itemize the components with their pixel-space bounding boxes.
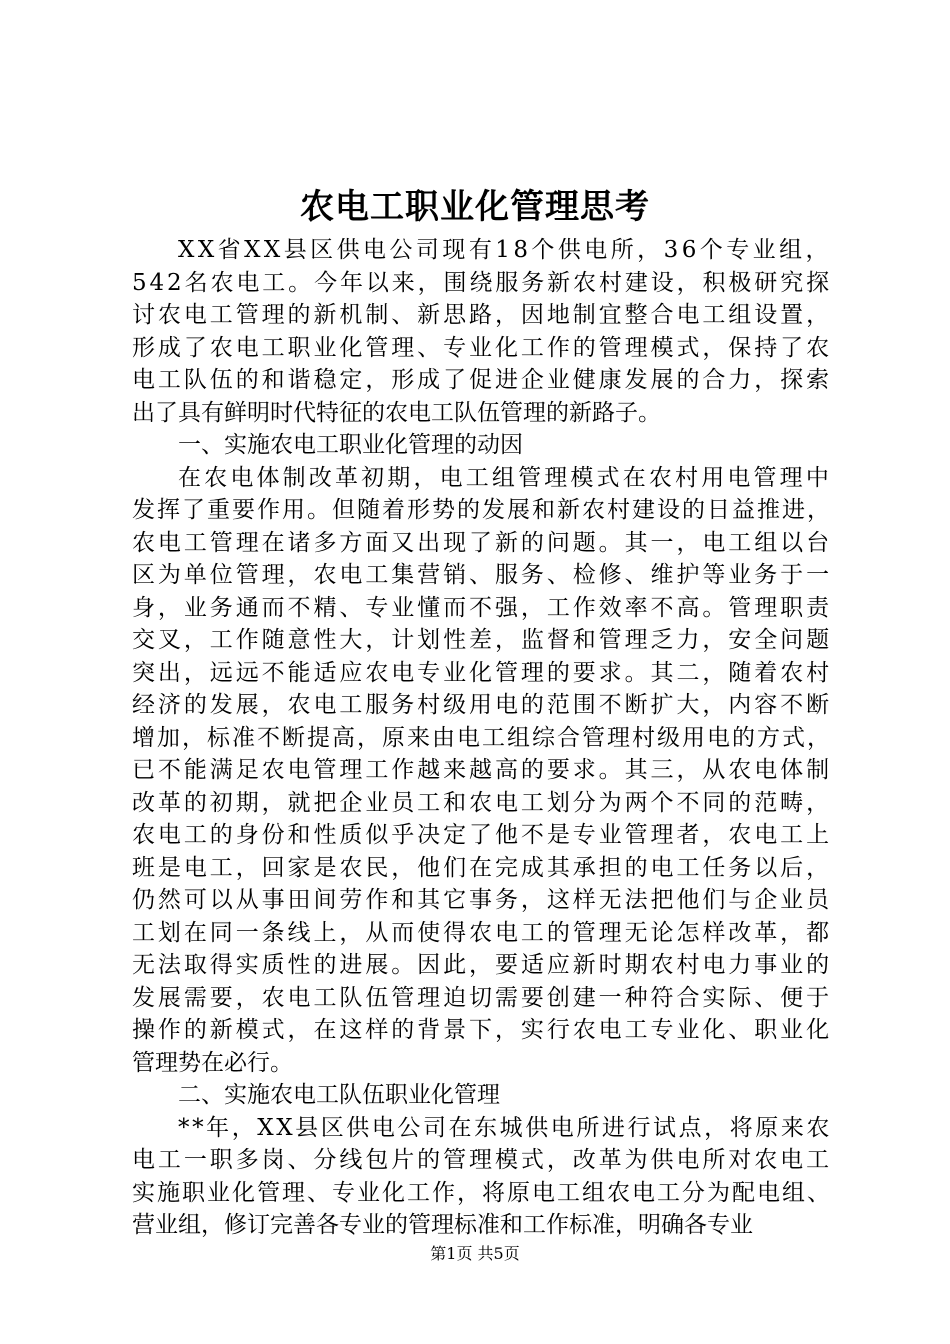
text-line: 电工一职多岗、分线包片的管理模式，改革为供电所对农电工: [132, 1147, 832, 1173]
text-line: 仍然可以从事田间劳作和其它事务，这样无法把他们与企业员: [132, 887, 832, 913]
text-line: 农电工管理在诸多方面又出现了新的问题。其一，电工组以台: [132, 529, 832, 556]
document-body: [132, 234, 832, 1242]
text-line: 讨农电工管理的新机制、新思路，因地制宜整合电工组设置，: [132, 302, 832, 328]
text-line: 改革的初期，就把企业员工和农电工划分为两个不同的范畴，: [132, 789, 832, 816]
page-footer: 第1页 共5页: [430, 1244, 520, 1263]
text-line: **年，XX县区供电公司在东城供电所进行试点，将原来农: [178, 1114, 832, 1141]
text-line: 农电工的身份和性质似乎决定了他不是专业管理者，农电工上: [132, 822, 832, 848]
text-line: 一、实施农电工职业化管理的动因: [178, 432, 523, 458]
text-line: 发展需要，农电工队伍管理迫切需要创建一种符合实际、便于: [132, 984, 832, 1011]
text-line: 营业组，修订完善各专业的管理标准和工作标准，明确各专业: [132, 1212, 753, 1238]
text-line: 工划在同一条线上，从而使得农电工的管理无论怎样改革，都: [132, 919, 832, 946]
text-line: 突出，远远不能适应农电专业化管理的要求。其二，随着农村: [132, 659, 832, 686]
text-line: 身，业务通而不精、专业懂而不强，工作效率不高。管理职责: [132, 594, 832, 621]
text-line: 在农电体制改革初期，电工组管理模式在农村用电管理中: [178, 464, 832, 491]
text-line: 形成了农电工职业化管理、专业化工作的管理模式，保持了农: [132, 334, 832, 361]
text-line: 电工队伍的和谐稳定，形成了促进企业健康发展的合力，探索: [132, 367, 832, 393]
text-line: 经济的发展，农电工服务村级用电的范围不断扩大，内容不断: [132, 692, 832, 718]
text-line: 区为单位管理，农电工集营销、服务、检修、维护等业务于一: [132, 562, 832, 588]
text-line: 增加，标准不断提高，原来由电工组综合管理村级用电的方式，: [132, 724, 832, 751]
text-line: 无法取得实质性的进展。因此，要适应新时期农村电力事业的: [132, 952, 832, 978]
text-line: 542名农电工。今年以来，围绕服务新农村建设，积极研究探: [132, 269, 832, 296]
text-line: 已不能满足农电管理工作越来越高的要求。其三，从农电体制: [132, 757, 832, 783]
text-line: 操作的新模式，在这样的背景下，实行农电工专业化、职业化: [132, 1017, 832, 1043]
text-line: 出了具有鲜明时代特征的农电工队伍管理的新路子。: [132, 399, 661, 426]
text-line: 交叉，工作随意性大，计划性差，监督和管理乏力，安全问题: [132, 627, 832, 653]
document-title: 农电工职业化管理思考: [300, 187, 650, 227]
text-line: 班是电工，回家是农民，他们在完成其承担的电工任务以后，: [132, 854, 832, 881]
text-line: 二、实施农电工队伍职业化管理: [178, 1082, 500, 1108]
text-line: 实施职业化管理、专业化工作，将原电工组农电工分为配电组、: [132, 1179, 832, 1206]
text-line: 管理势在必行。: [132, 1049, 293, 1076]
text-line: 发挥了重要作用。但随着形势的发展和新农村建设的日益推进，: [132, 497, 832, 523]
text-line: XX省XX县区供电公司现有18个供电所，36个专业组，: [178, 237, 832, 263]
